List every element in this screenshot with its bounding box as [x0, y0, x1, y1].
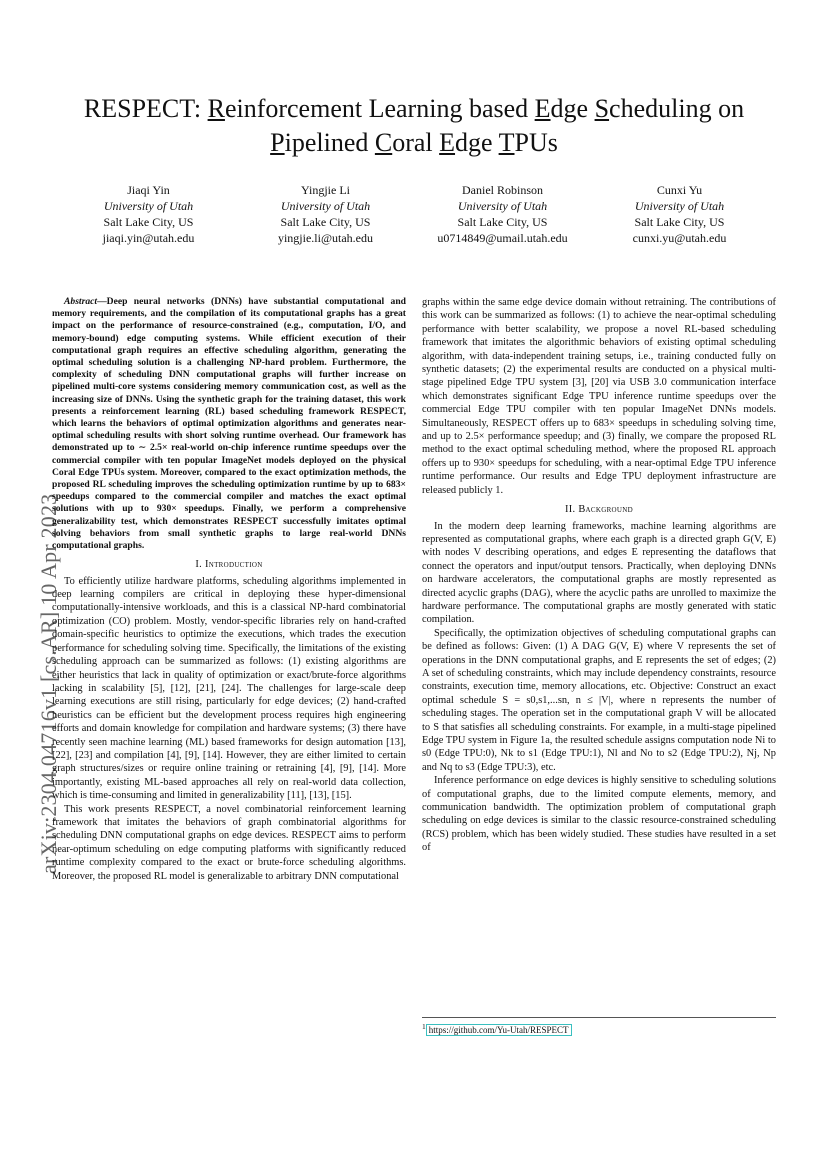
paper-title	[40, 92, 788, 160]
author-name: Daniel Robinson	[462, 183, 543, 197]
author-name: Jiaqi Yin	[127, 183, 170, 197]
author-2	[237, 182, 414, 246]
contributions-paragraph: graphs within the same edge device domain without retraining. The contributions of this work can be summarized as follows: (1) to achieve the near-optimal scheduling performance with better scalability, we propose a novel RL-based scheduling framework that imitates the algorithmic behaviors of existing optimal scheduling algorithm, with data-independent training setups, i.e., training conducted fully on synthetic datasets; (2) the experimental results are conducted on a physical multi-stage pipelined Edge TPU system [3], [20] via USB 3.0 communication interface which demonstrates significant Edge TPU inference runtime speedups over the commercial Edge TPU compiler with ten popular ImageNet DNNs models. Simultaneously, RESPECT offers up to 683× speedups in scheduling solving time, and up to 2.5× performance speedup; and (3) finally, we compare the proposed RL method to the exact optimal scheduling method, where the proposed RL approach offers up to 930× speedups for scheduling, with a near-optimal Edge TPU inference runtime performance. Our results and Edge TPU deployment infrastructure are released publicly 1.	[422, 297, 776, 496]
author-affiliation: University of Utah	[103, 199, 194, 213]
title-line-1: RESPECT: Reinforcement Learning based Edge Scheduling on	[83, 94, 745, 123]
background-paragraph-3: Inference performance on edge devices is highly sensitive to scheduling solutions of computational graphs, due to the limited compute elements, memory, and communication bandwidth. The optimization problem of computational graph scheduling on edge devices is similar to the classic resource-constrained scheduling (RCS) problem, which has been widely studied. These studies have resulted in a set of	[422, 775, 776, 854]
author-affiliation: University of Utah	[634, 199, 725, 213]
author-email: yingjie.li@utah.edu	[277, 231, 374, 245]
author-affiliation: University of Utah	[457, 199, 548, 213]
author-email: cunxi.yu@utah.edu	[632, 231, 727, 245]
author-location: Salt Lake City, US	[103, 215, 194, 229]
title-line-2: Pipelined Coral Edge TPUs	[270, 128, 558, 157]
author-4	[591, 182, 768, 246]
abstract-text: —Deep neural networks (DNNs) have substantial computational and memory requirements, and the compilation of its computational graphs has a great impact on the performance of resource-constrained (e.g., computation, I/O, and memory-bound) edge computing systems. While efficient execution of their computational graph requires an effective scheduling algorithm, generating the optimal scheduling solution is a challenging NP-hard problem. Furthermore, the complexity of scheduling DNN computational graphs will further increase on pipelined multi-core systems considering memory communication cost, as well as the increasing size of DNNs. Using the synthetic graph for the training dataset, this work presents a reinforcement learning (RL) based scheduling framework RESPECT, which learns the behaviors of optimal optimization algorithms and generates near-optimal scheduling results with short solving runtime overhead. Our framework has demonstrated up to ∼ 2.5× real-world on-chip inference runtime speedups over the commercial compiler with ten popular ImageNet models deployed on the physical Coral Edge TPUs system. Moreover, compared to the exact optimization methods, the proposed RL scheduling improves the scheduling optimization runtime by up to 683× speedups compared to the commercial compiler and matches the exact optimal solutions with up to 930× speedups. Finally, we perform a comprehensive generalizability test, which demonstrates RESPECT successfully imitates optimal solving behaviors from small synthetic graphs to large real-world DNNs computational graphs.	[52, 296, 406, 552]
intro-paragraph-2: This work presents RESPECT, a novel combinatorial reinforcement learning framework that imitates the behaviors of graph combinatorial algorithms for scheduling DNN computational graphs on edge devices. RESPECT aims to perform near-optimum scheduling on edge computing platforms with significantly reduced runtime complexity compared to the exact or brute-force scheduling algorithms. Moreover, the proposed RL model is generalizable to arbitrary DNN computational	[52, 803, 406, 882]
author-affiliation: University of Utah	[280, 199, 371, 213]
footnote	[422, 1017, 776, 1035]
author-email: u0714849@umail.utah.edu	[437, 231, 568, 245]
author-name: Cunxi Yu	[656, 183, 703, 197]
intro-paragraph-1: To efficiently utilize hardware platforms, scheduling algorithms implemented in deep learning compilers are critical in deploying these hyper-dimensional computationally-intensive workloads, and this is a classical NP-hard combinatorial optimization (CO) problem. Mostly, vendor-specific libraries rely on hand-crafted domain-specific heuristics to optimize the executions, which trades the execution performance for scheduling solving time. Specifically, the limitations of the existing scheduling approach can be summarized as follows: (1) existing algorithms are either heuristics that lack in quality of optimization or exact/brute-force algorithms lacking in scalability [5], [12], [21], [24]. The challenges for large-scale deep learning executions are still rising, particularly for edge devices; (2) hand-crafted heuristics can be efficient but the development process requires high engineering efforts and domain knowledge for compilation and hardware systems; (3) there have recently seen machine learning (ML) based frameworks for design automation [13], [22], [23] and compilation [4], [9], [14]. However, they are either limited to certain graph structures/sizes or require online training or retraining [4], [9], [14]. More importantly, existing ML-based approaches all rely on real-world data collection, which is time-consuming and limited in generalizability [11], [13], [15].	[52, 575, 406, 802]
arxiv-identifier: arXiv:2304.04716v1 [cs.AR] 10 Apr 2023	[36, 493, 61, 874]
author-location: Salt Lake City, US	[457, 215, 548, 229]
author-block	[60, 182, 768, 246]
author-3	[414, 182, 591, 246]
author-1	[60, 182, 237, 246]
background-paragraph-1: In the modern deep learning frameworks, machine learning algorithms are represented as computational graphs, where each graph is a directed graph G(V, E) with nodes V describing operations, and edges E representing the dataflows that connect the operators and input/output tensors. Practically, when deploying DNNs on hardware accelerators, the computational graphs are mostly represented as directed acyclic graphs (DAG), where the acyclic paths are unrolled to maximize the hardware performance. The computational graphs are mostly generated with static compilation.	[422, 520, 776, 626]
abstract	[52, 296, 406, 552]
section-heading-background: II. Background	[565, 504, 633, 516]
left-column	[52, 296, 406, 883]
section-heading-introduction: I. Introduction	[195, 559, 263, 571]
footnote-link[interactable]: https://github.com/Yu-Utah/RESPECT	[426, 1024, 572, 1036]
author-name: Yingjie Li	[301, 183, 350, 197]
right-column	[422, 296, 776, 855]
author-location: Salt Lake City, US	[280, 215, 371, 229]
footnote-mark: 1	[422, 1022, 426, 1031]
abstract-label: Abstract	[64, 296, 98, 307]
author-location: Salt Lake City, US	[634, 215, 725, 229]
background-paragraph-2: Specifically, the optimization objectives of scheduling computational graphs can be defined as follows: Given: (1) A DAG G(V, E) where V represents the set of operations in the DNN computational graphs, and E represents the set of edges; (2) A set of scheduling constraints, which may include dependency constraints, resource constraints, execution time, memory allocations, etc. Objective: Construct an exact optimal schedule S = s0,s1,...sn, n ≤ |V|, where n represents the number of scheduling stages. The operation set in the computational graph V will be allocated to S that satisfies all scheduling constraints. For example, in a multi-stage pipelined Edge TPU system in Figure 1a, the resulted schedule assigns computation node Ni to s0 (Edge TPU:0), Nk to s1 (Edge TPU:1), Nl and No to s2 (Edge TPU:2), Nj, Np and Nq to s3 (Edge TPU:3), etc.	[422, 627, 776, 773]
author-email: jiaqi.yin@utah.edu	[102, 231, 195, 245]
